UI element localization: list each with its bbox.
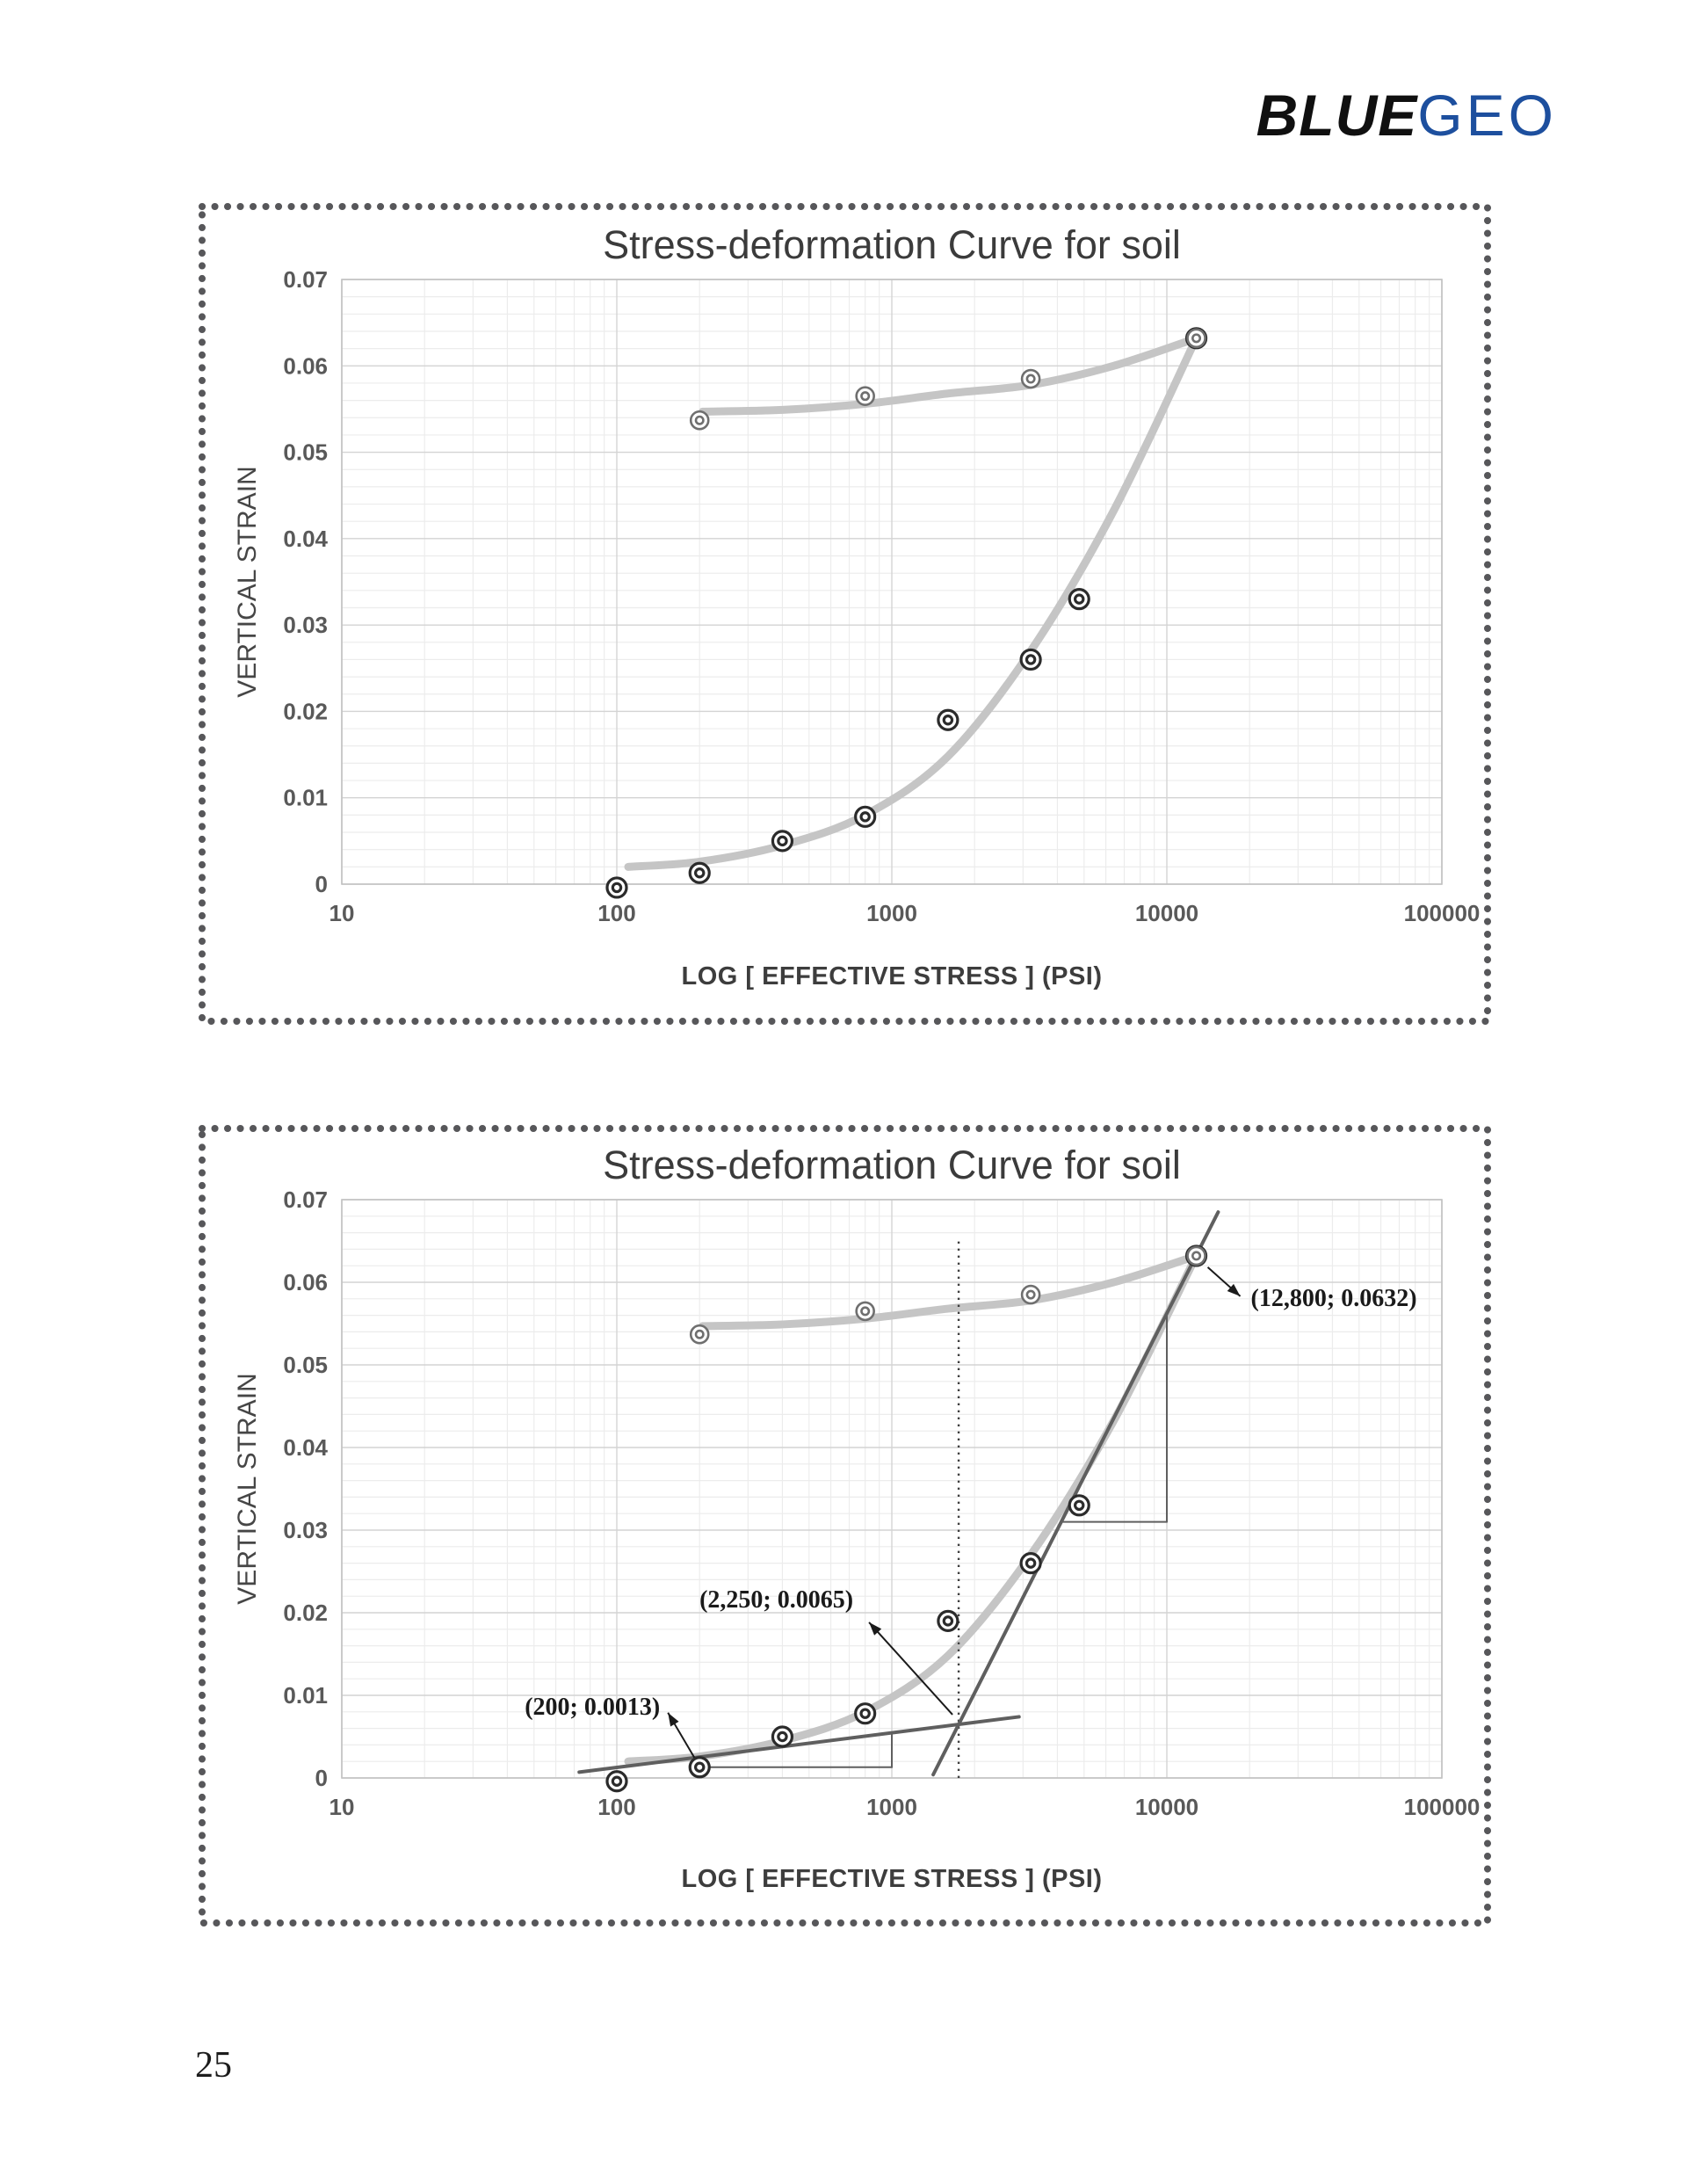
x-axis-title: LOG [ EFFECTIVE STRESS ] (PSI)	[681, 1865, 1103, 1893]
grid-major	[342, 279, 1442, 884]
x-axis-title: LOG [ EFFECTIVE STRESS ] (PSI)	[681, 962, 1103, 990]
y-tick-label: 0.02	[283, 1600, 328, 1626]
x-tick-label: 10000	[1134, 900, 1199, 926]
stress-deformation-chart-bottom-with-construction	[198, 1124, 1492, 1927]
chart-1-svg	[198, 202, 1492, 1026]
x-tick-label: 10000	[1134, 1794, 1199, 1820]
y-tick-label: 0.05	[283, 439, 328, 466]
x-tick-label: 100000	[1403, 900, 1481, 926]
axis-text	[233, 1143, 1480, 1893]
y-tick-label: 0.02	[283, 698, 328, 725]
x-tick-label: 1000	[866, 900, 917, 926]
chart-2-svg	[198, 1124, 1492, 1927]
panel-dotted-border	[202, 1128, 1488, 1923]
annotation-label: (200; 0.0013)	[525, 1693, 661, 1721]
x-tick-label: 1000	[866, 1794, 917, 1820]
x-tick-label: 100	[597, 1794, 636, 1820]
y-tick-label: 0.01	[283, 784, 328, 811]
x-tick-label: 100000	[1403, 1794, 1481, 1820]
bluegeo-logo	[1256, 83, 1557, 148]
y-tick-label: 0.06	[283, 352, 328, 380]
y-tick-label: 0.03	[283, 1517, 328, 1543]
y-tick-label: 0.07	[283, 266, 328, 293]
point-annotations	[525, 1267, 1416, 1758]
x-tick-label: 100	[597, 900, 636, 926]
x-tick-label: 10	[329, 1794, 355, 1820]
y-tick-label: 0.01	[283, 1682, 328, 1709]
x-tick-label: 10	[329, 900, 355, 926]
y-tick-label: 0.07	[283, 1186, 328, 1213]
y-axis-title: VERTICAL STRAIN	[233, 1373, 262, 1605]
annotation-label: (2,250; 0.0065)	[699, 1585, 854, 1614]
y-tick-label: 0.04	[283, 1434, 328, 1461]
panel-dotted-border	[202, 207, 1488, 1021]
y-tick-label: 0.04	[283, 525, 328, 552]
logo-geo-text: GEO	[1417, 83, 1557, 148]
y-tick-label: 0	[315, 871, 328, 897]
chart-title: Stress-deformation Curve for soil	[603, 1143, 1181, 1187]
page-number: 25	[195, 2045, 232, 2086]
y-tick-label: 0.05	[283, 1352, 328, 1378]
stress-deformation-chart-top	[198, 202, 1492, 1026]
chart-title: Stress-deformation Curve for soil	[603, 222, 1181, 267]
y-tick-label: 0.03	[283, 612, 328, 639]
y-tick-label: 0.06	[283, 1269, 328, 1295]
y-tick-label: 0	[315, 1765, 328, 1791]
logo-blue-text: BLUE	[1256, 83, 1418, 148]
axis-text	[233, 222, 1480, 990]
annotation-label: (12,800; 0.0632)	[1250, 1284, 1417, 1312]
y-axis-title: VERTICAL STRAIN	[233, 466, 262, 698]
